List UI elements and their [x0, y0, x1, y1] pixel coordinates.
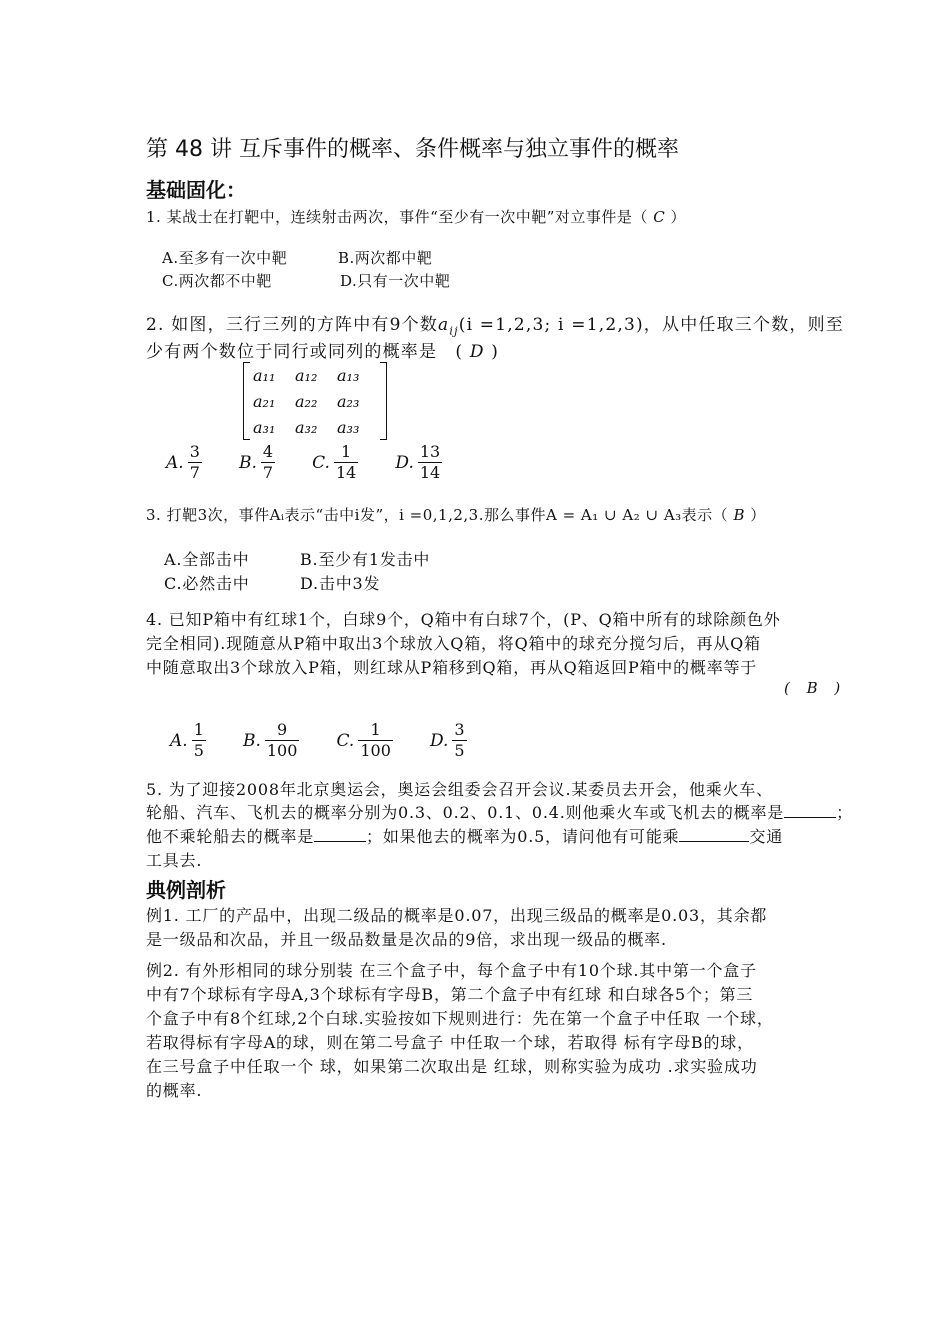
- matrix-left-bracket: [243, 362, 250, 440]
- q1-close: ）: [670, 208, 686, 226]
- answer-blank: [314, 827, 366, 842]
- ex2-line6: 的概率.: [146, 1081, 203, 1100]
- denominator: 7: [262, 463, 274, 482]
- numerator: 1: [193, 720, 204, 739]
- q5-line3-end: 交通: [749, 827, 784, 846]
- ex2-line2: 中有7个球标有字母A,3个球标有字母B，第二个盒子中有红球 和白球各5个；第三: [146, 985, 754, 1004]
- q1-answer: C: [653, 208, 666, 226]
- q3-option-c: C.必然击中: [164, 574, 250, 593]
- q2-close: ): [491, 342, 500, 362]
- option-label: B.: [242, 730, 261, 751]
- fraction: [265, 720, 300, 761]
- q2-subscript: ij: [449, 324, 459, 338]
- matrix-cell: a₂₃: [337, 391, 360, 411]
- q3-stem: [146, 504, 766, 525]
- fraction: [188, 442, 202, 483]
- option-label: B.: [238, 452, 257, 473]
- option-label: C.: [312, 452, 330, 473]
- q2-line2: [146, 337, 499, 362]
- q3-option-b: B.至少有1发击中: [300, 550, 431, 569]
- q3-answer: B: [733, 506, 745, 524]
- option-label: A.: [170, 730, 188, 751]
- q5-line3-text: 他不乘轮船去的概率是: [146, 827, 315, 846]
- numerator: 4: [262, 442, 274, 461]
- fraction: [452, 720, 466, 761]
- denominator: 100: [266, 741, 298, 760]
- q3-close: ）: [750, 506, 766, 524]
- numerator: 3: [189, 442, 200, 461]
- fraction: [418, 442, 442, 483]
- q5-line2: [146, 800, 853, 823]
- denominator: 7: [189, 463, 200, 482]
- option-label: C.: [336, 730, 355, 751]
- q4-option-a: [170, 720, 208, 761]
- answer-blank: [679, 827, 749, 842]
- q4-option-d: [430, 720, 469, 761]
- q3-option-a: A.全部击中: [164, 550, 250, 569]
- matrix-cell: a₁₃: [337, 365, 360, 385]
- fraction: [358, 720, 393, 761]
- q1-stem-text: 1. 某战士在打靶中，连续射击两次，事件“至少有一次中靶”对立事件是（: [146, 208, 648, 226]
- denominator: 14: [335, 463, 357, 482]
- q1-option-b: B.两次都中靶: [338, 249, 433, 267]
- fraction: [334, 442, 358, 483]
- q2-option-d: [395, 442, 444, 483]
- denominator: 14: [419, 463, 441, 482]
- q3-option-d: D.击中3发: [300, 574, 381, 593]
- fraction: [192, 720, 206, 761]
- q2-line1-rest: (i =1,2,3; i =1,2,3)，从中任取三个数，则至: [458, 315, 845, 335]
- matrix-cell: a₂₁: [253, 391, 276, 411]
- q2-matrix: [243, 362, 387, 440]
- q5-line1: 5. 为了迎接2008年北京奥运会，奥运会组委会召开会议.某委员去开会，他乘火车、: [146, 780, 773, 799]
- ex2-line1: 例2. 有外形相同的球分别装 在三个盒子中，每个盒子中有10个球.其中第一个盒子: [146, 961, 757, 980]
- matrix-cell: a₃₁: [253, 417, 276, 437]
- ex2-line4: 若取得标有字母A的球，则在第二号盒子 中任取一个球，若取得 标有字母B的球，: [146, 1033, 754, 1052]
- matrix-cell: a₁₂: [295, 365, 318, 385]
- q5-line2-end: ；: [836, 803, 853, 822]
- q1-stem: [146, 206, 686, 227]
- page-title: 第 48 讲 互斥事件的概率、条件概率与独立事件的概率: [146, 137, 679, 162]
- matrix-right-bracket: [380, 362, 387, 440]
- option-label: D.: [429, 730, 449, 751]
- q2-line2-text: 少有两个数位于同行或同列的概率是 (: [146, 342, 464, 362]
- numerator: 9: [277, 720, 288, 739]
- denominator: 5: [193, 741, 204, 760]
- section-heading-basics: 基础固化：: [146, 178, 246, 202]
- numerator: 13: [419, 442, 441, 461]
- q4-line1: 4. 已知P箱中有红球1个，白球9个，Q箱中有白球7个，(P、Q箱中所有的球除颜色外: [146, 610, 781, 629]
- q2-option-c: [312, 442, 360, 483]
- denominator: 5: [454, 741, 465, 760]
- q3-stem-text: 3. 打靶3次，事件Aᵢ表示“击中i发”，i =0,1,2,3.那么事件A = A₁ ∪ A₂ ∪ A₃表示（: [146, 506, 729, 524]
- q2-line1: [146, 310, 844, 337]
- matrix-grid: [253, 362, 379, 440]
- denominator: 100: [360, 741, 391, 760]
- q5-line3-mid: ；如果他去的概率为0.5，请问他有可能乘: [366, 827, 680, 846]
- option-label: D.: [395, 452, 414, 473]
- option-label: A.: [166, 452, 184, 473]
- q4-option-b: [243, 720, 301, 761]
- numerator: 3: [454, 720, 465, 739]
- section-heading-examples: 典例剖析: [146, 878, 226, 902]
- q2-answer: D: [469, 342, 485, 362]
- q1-option-c: C.两次都不中靶: [162, 272, 272, 290]
- q4-option-c: [337, 720, 395, 761]
- ex1-line1: 例1. 工厂的产品中，出现二级品的概率是0.07，出现三级品的概率是0.03，其余都: [146, 906, 768, 925]
- numerator: 1: [341, 442, 352, 461]
- q1-option-d: D.只有一次中靶: [340, 272, 451, 290]
- q2-line1-text: 2. 如图，三行三列的方阵中有9个数: [146, 315, 439, 335]
- q2-option-b: [239, 442, 277, 483]
- matrix-cell: a₃₂: [295, 417, 318, 437]
- fraction: [261, 442, 275, 483]
- q2-options: [166, 442, 474, 483]
- matrix-cell: a₂₂: [295, 391, 318, 411]
- numerator: 1: [370, 720, 381, 739]
- ex2-line5: 在三号盒子中任取一个 球，如果第二次取出是 红球，则称实验为成功 .求实验成功: [146, 1057, 758, 1076]
- answer-blank: [784, 803, 836, 818]
- q4-line3: 中随意取出3个球放入P箱，则红球从P箱移到Q箱，再从Q箱返回P箱中的概率等于: [146, 658, 758, 677]
- ex1-line2: 是一级品和次品，并且一级品数量是次品的9倍，求出现一级品的概率.: [146, 930, 667, 949]
- matrix-cell: a₁₁: [253, 365, 276, 385]
- q4-answer: ( B ): [784, 679, 847, 697]
- q5-line4: 工具去.: [146, 851, 203, 870]
- q1-option-a: A.至多有一次中靶: [162, 249, 288, 267]
- q5-line3: [146, 824, 783, 847]
- q4-line2: 完全相同).现随意从P箱中取出3个球放入Q箱，将Q箱中的球充分搅匀后，再从Q箱: [146, 634, 761, 653]
- q5-line2-text: 轮船、汽车、飞机去的概率分别为0.3、0.2、0.1、0.4.则他乘火车或飞机去的概率是: [146, 803, 785, 822]
- q2-variable: a: [438, 315, 450, 335]
- ex2-line3: 个盒子中有8个红球,2个白球.实验按如下规则进行：先在第一个盒子中任取 一个球，: [146, 1009, 774, 1028]
- q2-option-a: [166, 442, 204, 483]
- q4-options: [170, 720, 499, 761]
- matrix-cell: a₃₃: [337, 417, 360, 437]
